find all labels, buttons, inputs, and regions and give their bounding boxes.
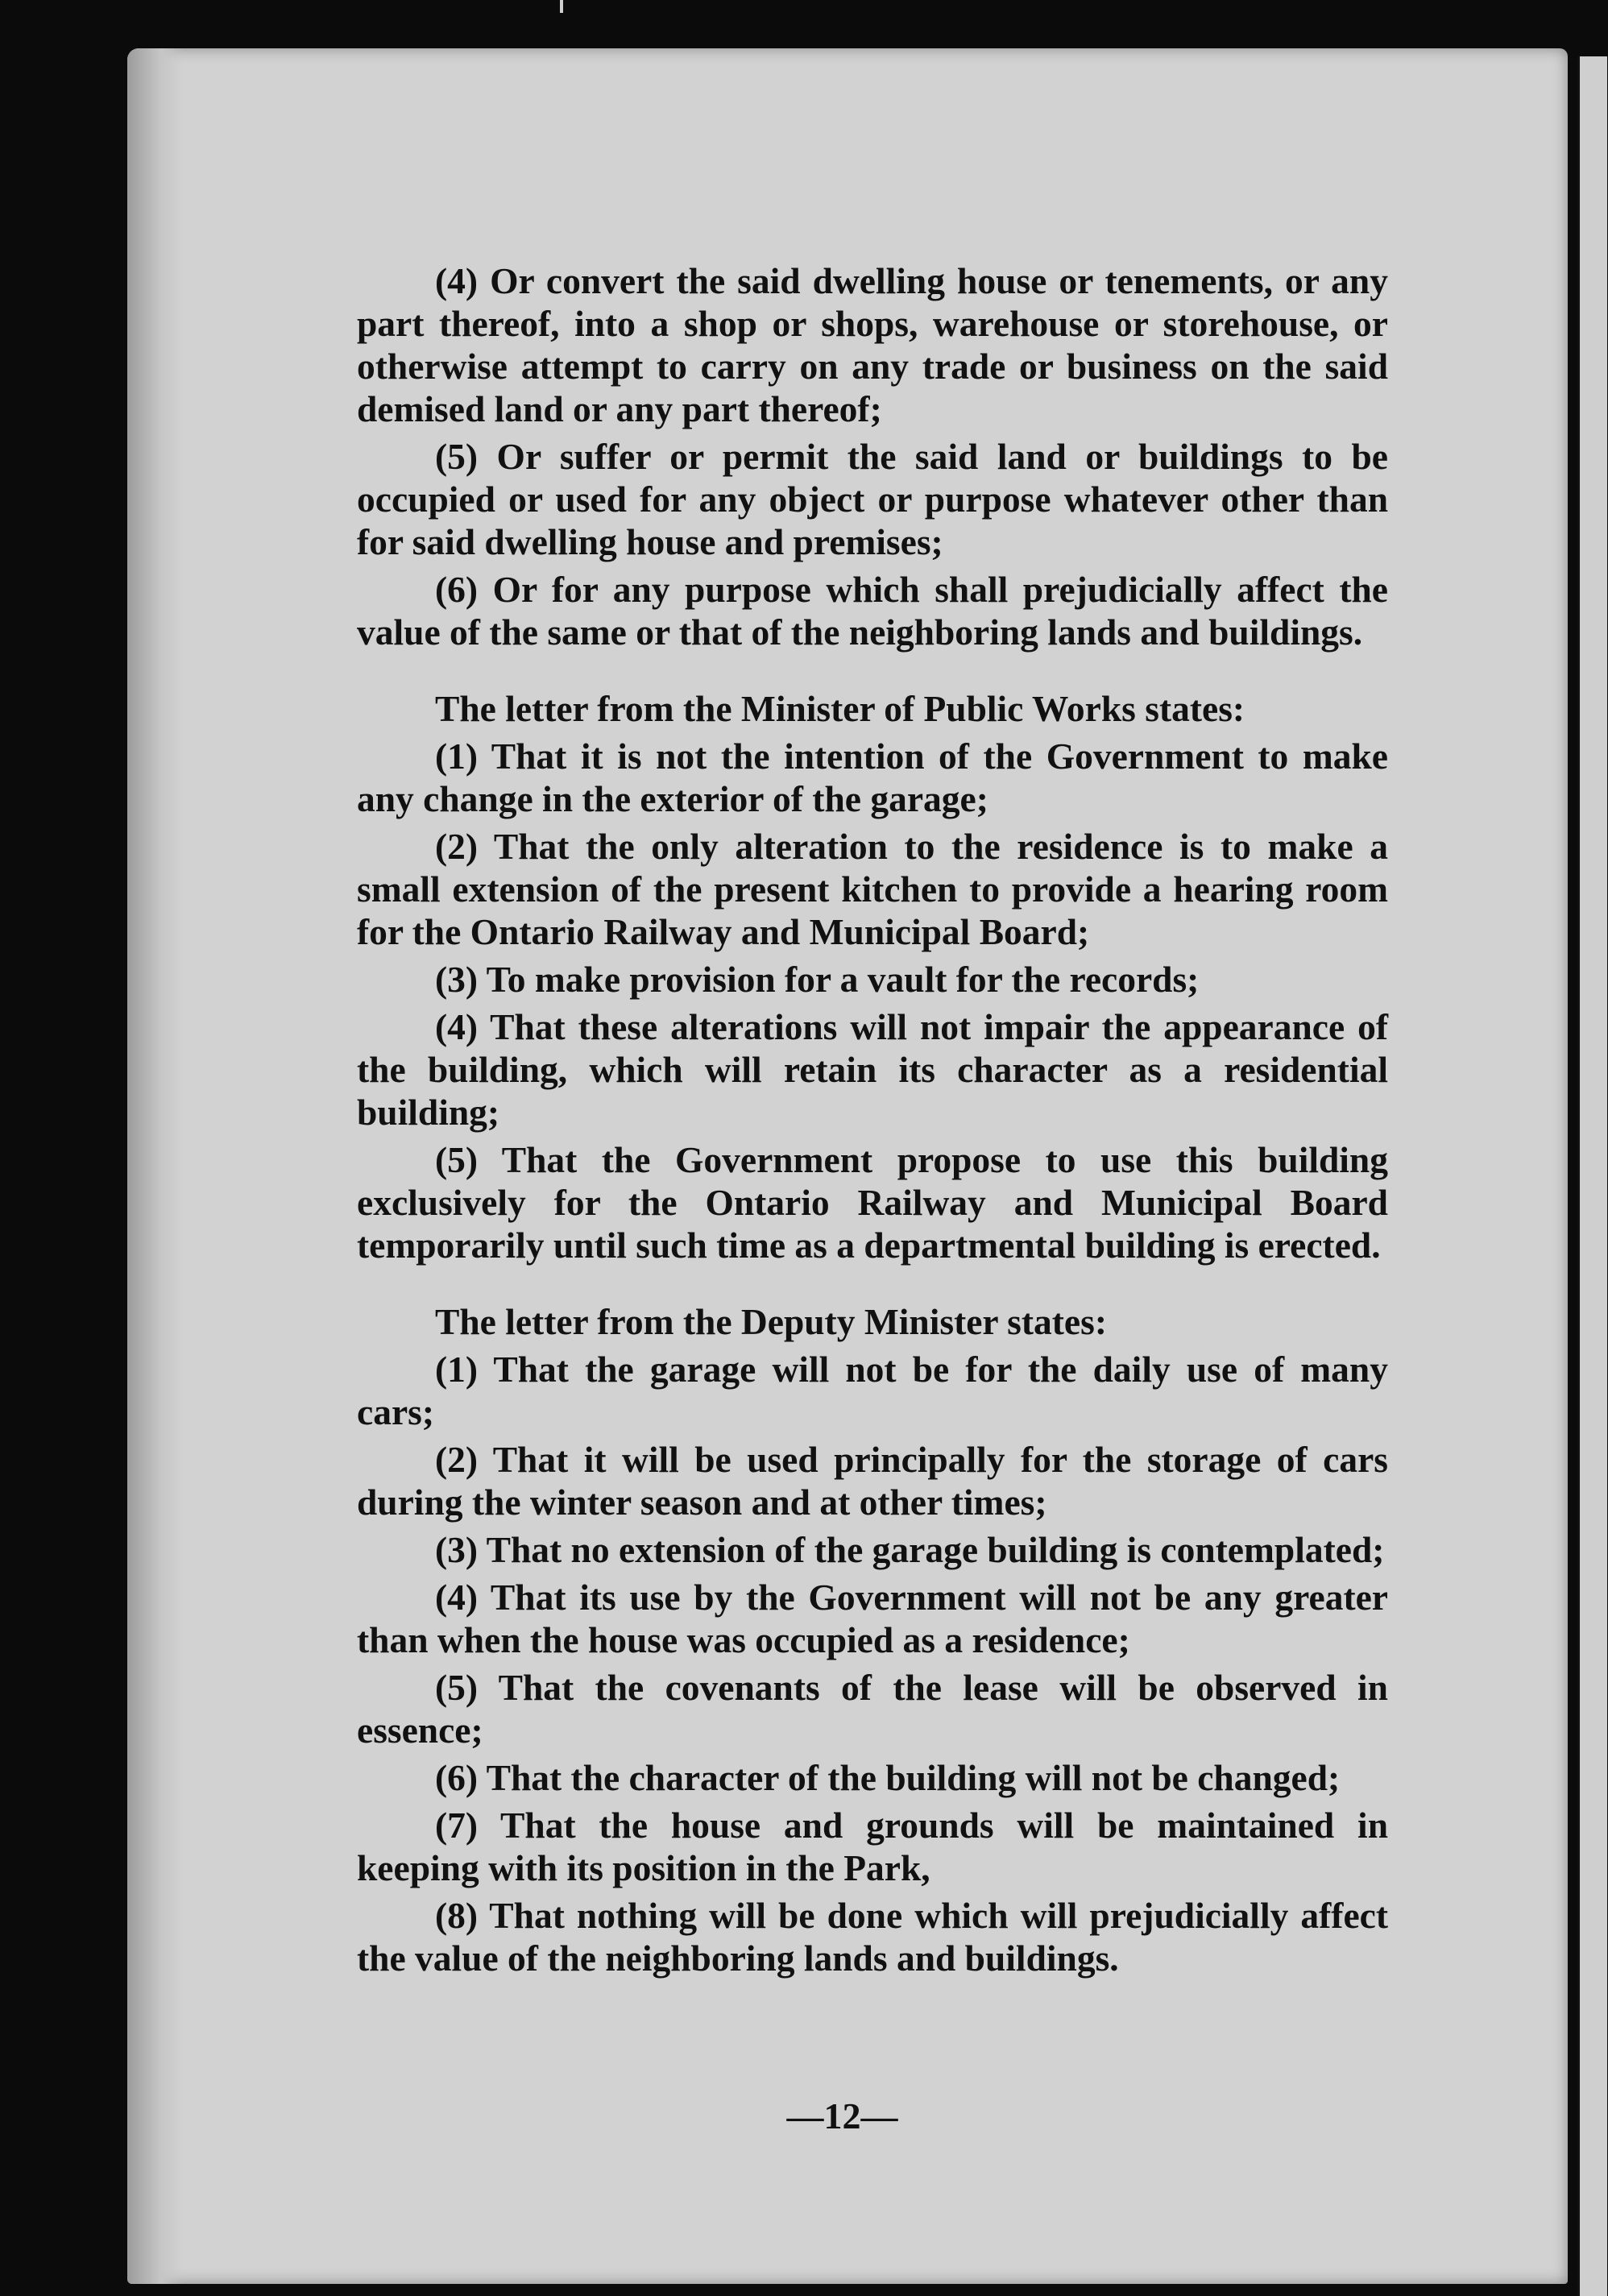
page-number <box>0 2095 1608 2137</box>
paragraph: (1) That it is not the intention of the Government to make any change in the exterior of the garage; <box>357 736 1388 819</box>
section-heading-deputy-minister-letter: The letter from the Deputy Minister states: <box>435 1301 1107 1342</box>
paragraph: (4) That these alterations will not impair the appearance of the building, which will retain its character as a residential building; <box>357 1006 1388 1133</box>
page-number-text: —12— <box>786 2095 898 2136</box>
paragraph: (6) Or for any purpose which shall prejudicially affect the value of the same or that of the neighboring lands and buildings. <box>357 569 1388 653</box>
paragraph: (4) That its use by the Government will not be any greater than when the house was occupied as a residence; <box>357 1577 1388 1660</box>
paragraph: (6) That the character of the building will not be changed; <box>435 1757 1341 1798</box>
paragraph: (2) That the only alteration to the residence is to make a small extension of the present kitchen to provide a hearing room for the Ontario Railway and Municipal Board; <box>357 826 1388 952</box>
facing-page-edge <box>1577 56 1607 2296</box>
paragraph: (3) To make provision for a vault for the records; <box>435 959 1200 1000</box>
page-body-text <box>357 259 1388 1984</box>
paragraph: (2) That it will be used principally for the storage of cars during the winter season and at other times; <box>357 1439 1388 1523</box>
paragraph: (7) That the house and grounds will be maintained in keeping with its position in the Park, <box>357 1805 1388 1888</box>
section-heading-minister-letter: The letter from the Minister of Public Works states: <box>435 688 1245 729</box>
paragraph: (5) Or suffer or permit the said land or buildings to be occupied or used for any object or purpose whatever other than for said dwelling house and premises; <box>357 436 1388 562</box>
paragraph: (4) Or convert the said dwelling house or tenements, or any part thereof, into a shop or shops, warehouse or storehouse, or otherwise attempt to carry on any trade or business on the said demised land or any part thereof; <box>357 260 1388 429</box>
paragraph: (5) That the covenants of the lease will be observed in essence; <box>357 1667 1388 1751</box>
film-edge-mark <box>560 0 563 13</box>
paragraph: (3) That no extension of the garage building is contemplated; <box>435 1529 1385 1570</box>
paragraph: (1) That the garage will not be for the daily use of many cars; <box>357 1349 1388 1432</box>
paragraph: (5) That the Government propose to use this building exclusively for the Ontario Railway and Municipal Board temporarily until such time as a departmental building is erected. <box>357 1139 1388 1266</box>
paragraph: (8) That nothing will be done which will prejudicially affect the value of the neighboring lands and buildings. <box>357 1895 1388 1979</box>
